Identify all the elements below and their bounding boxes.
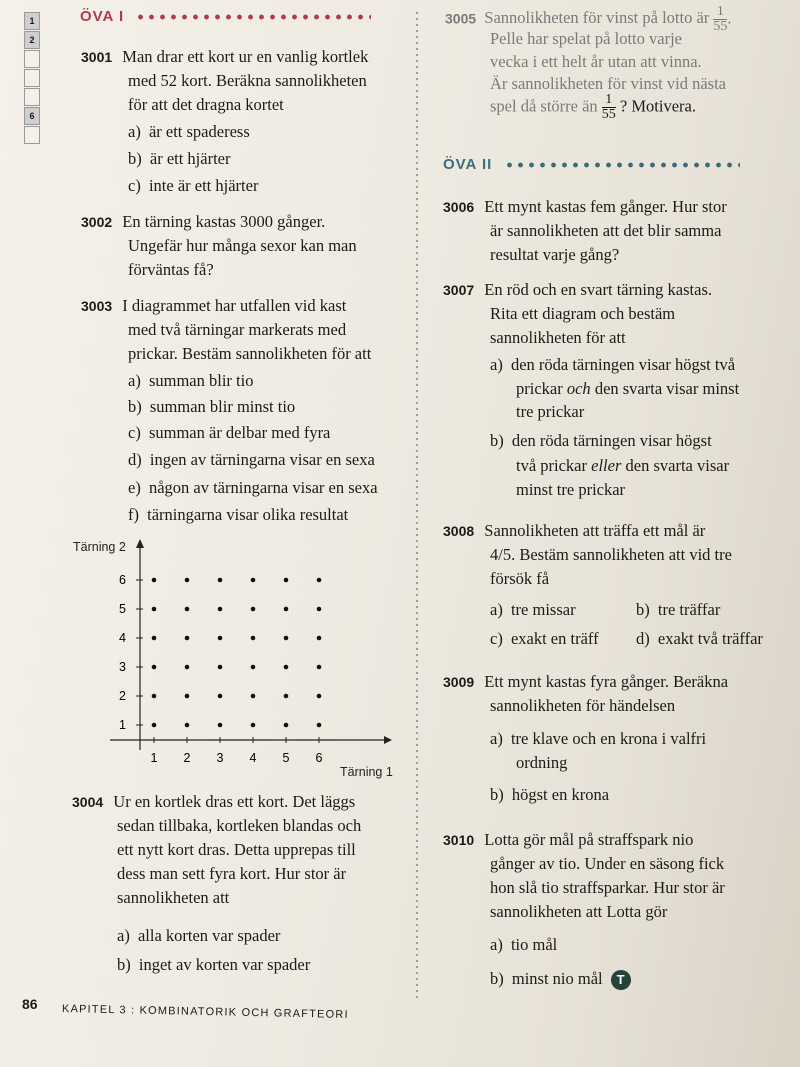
exercise-3004 [72,790,355,814]
outcome-point [185,607,190,612]
level-box [24,69,40,87]
sub-item-text: ordning [516,753,568,772]
outcome-point [251,723,256,728]
level-box [24,126,40,144]
exercise-text: ett nytt kort dras. Detta upprepas till [117,840,356,859]
y-tick-label: 6 [119,573,126,587]
outcome-point [317,694,322,699]
outcome-point [218,607,223,612]
x-tick-label: 2 [183,751,191,765]
exercise-text: Rita ett diagram och bestäm [490,304,676,323]
exercise-text: vecka i ett helt år utan att vinna. [490,52,702,71]
outcome-point [185,694,190,699]
section-label: ÖVA II [443,156,493,173]
exercise-3009 [443,670,728,694]
exercise-text: sannolikheten för händelsen [490,696,676,715]
level-box: 2 [24,31,40,49]
exercise-number: 3002 [81,214,113,230]
level-box [24,88,40,106]
exercise-number: 3007 [443,282,475,298]
sub-item: b) den röda tärningen visar högst [490,431,712,450]
sub-item-text: två prickar eller den svarta visar [516,456,730,475]
outcome-point [152,636,157,641]
outcome-point [284,607,289,612]
exercise-number: 3008 [443,523,475,539]
sub-item: c) summan är delbar med fyra [128,423,331,442]
exercise-text: Sannolikheten att träffa ett mål är [484,521,706,540]
sub-item: e) någon av tärningarna visar en sexa [128,478,378,497]
sub-item: b) är ett hjärter [128,149,231,168]
fraction: $\frac{1}{55}$ [713,4,728,34]
outcome-point [251,636,256,641]
outcome-point [317,578,322,583]
t-badge-icon: T [611,970,631,990]
x-tick-label: 3 [216,751,224,765]
exercise-number: 3009 [443,674,475,690]
exercise-number: 3003 [81,298,113,314]
exercise-text: resultat varje gång? [490,245,620,264]
exercise-text: I diagrammet har utfallen vid kast [122,296,347,315]
sub-item: b) minst nio mål T [490,967,631,991]
exercise-text: En röd och en svart tärning kastas. [484,280,713,299]
exercise-text: En tärning kastas 3000 gånger. [122,212,326,231]
exercise-text: med 52 kort. Beräkna sannolikheten [128,71,367,90]
outcome-point [185,636,190,641]
outcome-point [218,694,223,699]
y-tick-label: 3 [119,660,126,674]
x-tick-label: 5 [282,751,290,765]
sub-item: a) den röda tärningen visar högst två [490,355,736,374]
page-number: 86 [22,996,38,1012]
outcome-point [251,665,256,670]
exercise-number: 3005 [445,10,477,27]
exercise-number: 3001 [81,49,113,65]
x-axis-arrow [384,736,392,744]
sub-item: a) tre missar [490,600,576,619]
exercise-text: sannolikheten för att [490,328,626,347]
sub-item-text: minst tre prickar [516,480,626,499]
exercise-text: hon slå tio straffsparkar. Hur stor är [490,878,725,897]
exercise-3008 [443,519,705,543]
sub-item: b) högst en krona [490,785,610,804]
exercise-text: försök få [490,569,550,588]
sub-item: a) alla korten var spader [117,926,281,945]
outcome-point [284,578,289,583]
sub-item-text: tre prickar [516,402,585,421]
chapter-footer: KAPITEL 3 : KOMBINATORIK OCH GRAFTEORI [61,1003,349,1022]
sub-item: c) inte är ett hjärter [128,176,259,195]
sub-item: b) summan blir minst tio [128,397,296,416]
exercise-number: 3004 [72,794,104,810]
sub-item: d) ingen av tärningarna visar en sexa [128,450,375,469]
outcome-point [218,665,223,670]
level-box: 6 [24,107,40,125]
outcome-point [185,578,190,583]
outcome-point [317,665,322,670]
outcome-point [185,665,190,670]
y-tick-label: 2 [119,689,126,703]
outcome-point [284,665,289,670]
level-box: 1 [24,12,40,30]
outcome-point [218,578,223,583]
dice-outcome-chart [70,535,400,780]
sub-item: f) tärningarna visar olika resultat [128,505,349,524]
sub-item: c) exakt en träff [490,629,599,648]
exercise-text: sannolikheten att [117,888,230,907]
exercise-text: Ungefär hur många sexor kan man [128,236,357,255]
exercise-3007 [443,278,712,302]
outcome-point [152,694,157,699]
outcome-point [317,636,322,641]
outcome-point [152,578,157,583]
section-heading-ova2 [443,156,740,173]
exercise-text: sannolikheten att Lotta gör [490,902,668,921]
exercise-text: Ett mynt kastas fyra gånger. Beräkna [484,672,729,691]
exercise-text: Ett mynt kastas fem gånger. Hur stor [484,197,727,216]
exercise-text: är sannolikheten att det blir samma [490,221,722,240]
outcome-point [152,665,157,670]
outcome-point [218,636,223,641]
exercise-text: förväntas få? [128,260,214,279]
outcome-point [218,723,223,728]
exercise-3006 [443,195,727,219]
outcome-point [284,723,289,728]
section-label: ÖVA I [80,8,125,25]
exercise-text: Är sannolikheten för vinst vid nästa [490,74,726,93]
fraction: $\frac{1}{55}$ [601,92,616,122]
exercise-number: 3010 [443,832,475,848]
outcome-point [251,607,256,612]
exercise-text: spel då större än $\frac{1}{55}$ ? Motivera. [490,92,696,122]
outcome-point [152,723,157,728]
exercise-text: sedan tillbaka, kortleken blandas och [117,816,362,835]
x-tick-label: 6 [315,751,323,765]
sub-item: a) är ett spaderess [128,122,250,141]
dotted-rule [135,14,371,20]
y-axis-label: Tärning 2 [73,540,126,554]
sub-item: a) tio mål [490,935,558,954]
level-box [24,50,40,68]
sub-item: a) summan blir tio [128,371,254,390]
exercise-text: Sannolikheten för vinst på lotto är [484,8,710,28]
x-axis-label: Tärning 1 [340,765,393,779]
section-heading-ova1 [80,8,371,25]
outcome-point [284,636,289,641]
x-tick-label: 1 [150,751,158,765]
y-tick-label: 1 [119,718,126,732]
exercise-3002 [81,210,325,234]
exercise-text: prickar. Bestäm sannolikheten för att [128,344,372,363]
y-tick-label: 5 [119,602,126,616]
outcome-point [317,723,322,728]
sub-item-text: prickar och den svarta visar minst [516,379,740,398]
dotted-rule [504,162,740,168]
y-axis-arrow [136,539,144,548]
exercise-text: gånger av tio. Under en säsong fick [490,854,725,873]
exercise-3010 [443,828,693,852]
exercise-number: 3006 [443,199,475,215]
exercise-text: Pelle har spelat på lotto varje [490,29,682,48]
outcome-point [284,694,289,699]
exercise-text: dess man sett fyra kort. Hur stor är [117,864,347,883]
x-tick-label: 4 [249,751,257,765]
outcome-point [251,694,256,699]
exercise-3005: 3005 Sannolikheten för vinst på lotto är $\frac{1}{55}$ . [445,4,732,34]
outcome-point [152,607,157,612]
exercise-text: 4/5. Bestäm sannolikheten att vid tre [490,545,732,564]
outcome-point [317,607,322,612]
exercise-text: Lotta gör mål på straffspark nio [484,830,694,849]
sub-item: b) inget av korten var spader [117,955,311,974]
exercise-text: med två tärningar markerats med [128,320,347,339]
sub-item: d) exakt två träffar [636,629,763,648]
exercise-3003 [81,294,346,318]
exercise-3001 [81,45,368,69]
sub-item: a) tre klave och en krona i valfri [490,729,707,748]
exercise-text: Ur en kortlek dras ett kort. Det läggs [113,792,356,811]
outcome-point [251,578,256,583]
column-divider [416,10,418,1000]
outcome-point [185,723,190,728]
sub-item: b) tre träffar [636,600,721,619]
level-strip [24,12,40,145]
y-tick-label: 4 [119,631,126,645]
exercise-text: Man drar ett kort ur en vanlig kortlek [122,47,369,66]
exercise-text: för att det dragna kortet [128,95,284,114]
